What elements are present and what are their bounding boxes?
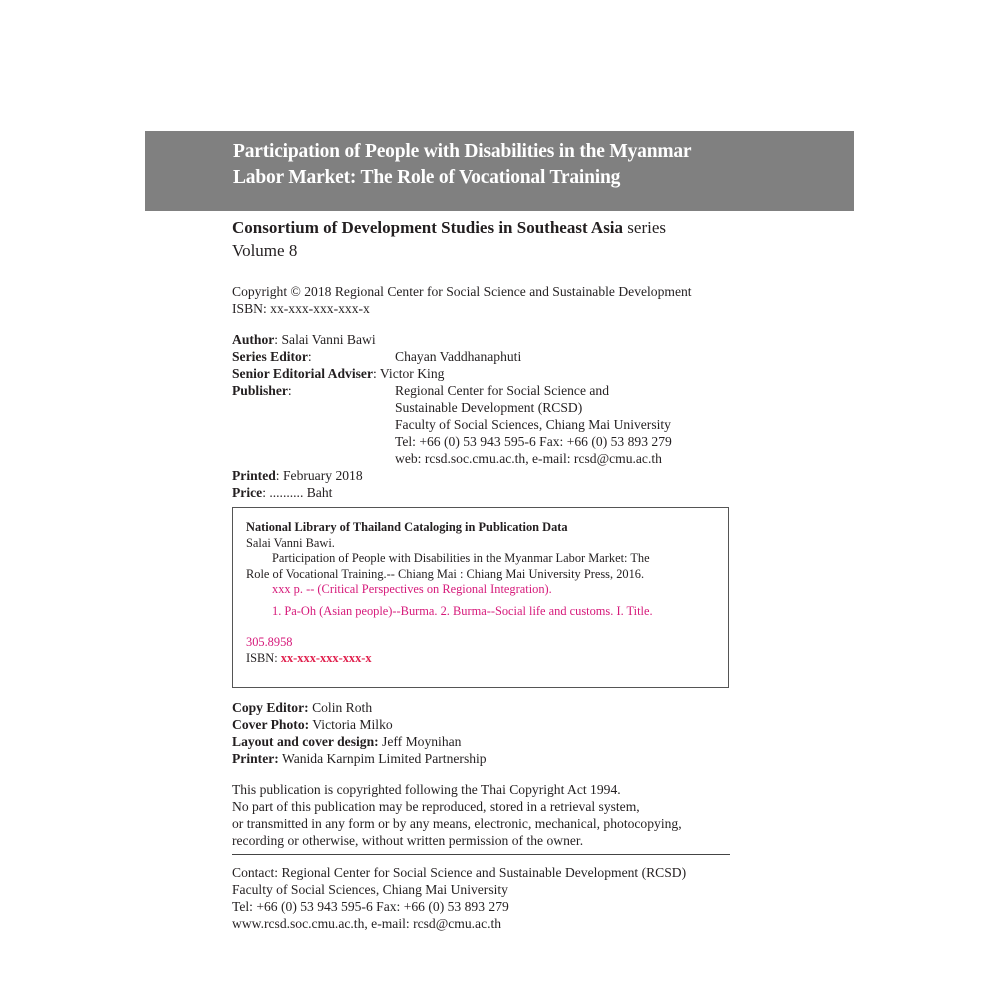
cip-pages: xxx p. -- (Critical Perspectives on Regional Integration). [272,582,552,596]
contact-block [232,864,686,932]
publisher-line: Tel: +66 (0) 53 943 595-6 Fax: +66 (0) 53 893 279 [395,434,672,449]
publisher-line: Sustainable Development (RCSD) [395,400,583,415]
layout-label: Layout and cover design: [232,734,379,749]
divider [232,854,730,855]
book-title [233,139,843,191]
printed-label: Printed [232,468,276,483]
legal-line: This publication is copyrighted following the Thai Copyright Act 1994. [232,782,621,797]
series-editor-label: Series Editor [232,349,308,364]
author-value: : Salai Vanni Bawi [274,332,376,347]
cip-heading: National Library of Thailand Cataloging in Publication Data [246,520,568,534]
copyright-block [232,283,692,317]
series-suffix: series [623,218,667,237]
cover-photo-value: Victoria Milko [309,717,393,732]
copyright-isbn: ISBN: xx-xxx-xxx-xxx-x [232,301,370,316]
author-label: Author [232,332,275,347]
cip-classification: 305.8958 [246,635,293,649]
adviser-value: : Victor King [372,366,445,381]
printed-value: : February 2018 [275,468,363,483]
contact-line: Tel: +66 (0) 53 943 595-6 Fax: +66 (0) 53 893 279 [232,899,509,914]
cip-desc-line-2: Role of Vocational Training.-- Chiang Mai : Chiang Mai University Press, 2016. [246,566,645,581]
layout-value: Jeff Moynihan [378,734,462,749]
price-label: Price [232,485,263,500]
printer-label: Printer: [232,751,279,766]
credits-block: Author: Salai Vanni Bawi Series Editor: Chayan Vaddhanaphuti Senior Editorial Adviser: Victor King Publisher: Regional Center for Social Science and Sustainable Development (RCSD) Faculty of Social Sciences, Chiang Mai University Tel: +66 (0) 53 943 595-6 Fax: +66 (0) 53 893 279 web: rcsd.soc.cmu.ac.th, e-mail: rcsd@cmu.ac.th Printed: February 2018 Price: .......... Baht [232,332,672,500]
legal-line: recording or otherwise, without written permission of the owner. [232,833,584,848]
cover-photo-label: Cover Photo: [232,717,310,732]
cip-isbn-value: xx-xxx-xxx-xxx-x [280,650,372,665]
series-block [232,216,666,262]
cip-subjects: 1. Pa-Oh (Asian people)--Burma. 2. Burma--Social life and customs. I. Title. [272,603,653,618]
printer-value: Wanida Karnpim Limited Partnership [278,751,487,766]
book-title-line-2: Labor Market: The Role of Vocational Training [233,167,621,188]
price-value: : .......... Baht [262,485,333,500]
copy-editor-value: Colin Roth [308,700,373,715]
series-editor-value: Chayan Vaddhanaphuti [395,349,522,364]
contact-line: Faculty of Social Sciences, Chiang Mai University [232,882,508,897]
cip-author: Salai Vanni Bawi. [246,535,335,550]
publisher-label: Publisher [232,383,288,398]
staff-block [232,699,487,767]
publisher-line: Regional Center for Social Science and [395,383,610,398]
contact-line: Contact: Regional Center for Social Science and Sustainable Development (RCSD) [232,865,687,880]
legal-line: or transmitted in any form or by any means, electronic, mechanical, photocopying, [232,816,682,831]
legal-notice [232,781,682,849]
legal-line: No part of this publication may be reproduced, stored in a retrieval system, [232,799,640,814]
cip-isbn-label: ISBN: [246,650,281,665]
copyright-line: Copyright © 2018 Regional Center for Social Science and Sustainable Development [232,284,692,299]
cip-box [232,507,729,688]
publisher-line: web: rcsd.soc.cmu.ac.th, e-mail: rcsd@cmu.ac.th [395,451,662,466]
adviser-label: Senior Editorial Adviser [232,366,373,381]
book-title-line-1: Participation of People with Disabilities in the Myanmar [233,141,692,162]
contact-line: www.rcsd.soc.cmu.ac.th, e-mail: rcsd@cmu.ac.th [232,916,502,931]
copy-editor-label: Copy Editor: [232,700,309,715]
publisher-line: Faculty of Social Sciences, Chiang Mai University [395,417,671,432]
series-name: Consortium of Development Studies in Southeast Asia [232,218,624,237]
title-band [145,131,854,211]
series-volume: Volume 8 [232,241,298,260]
cip-desc-line-1: Participation of People with Disabilities in the Myanmar Labor Market: The [272,551,650,565]
